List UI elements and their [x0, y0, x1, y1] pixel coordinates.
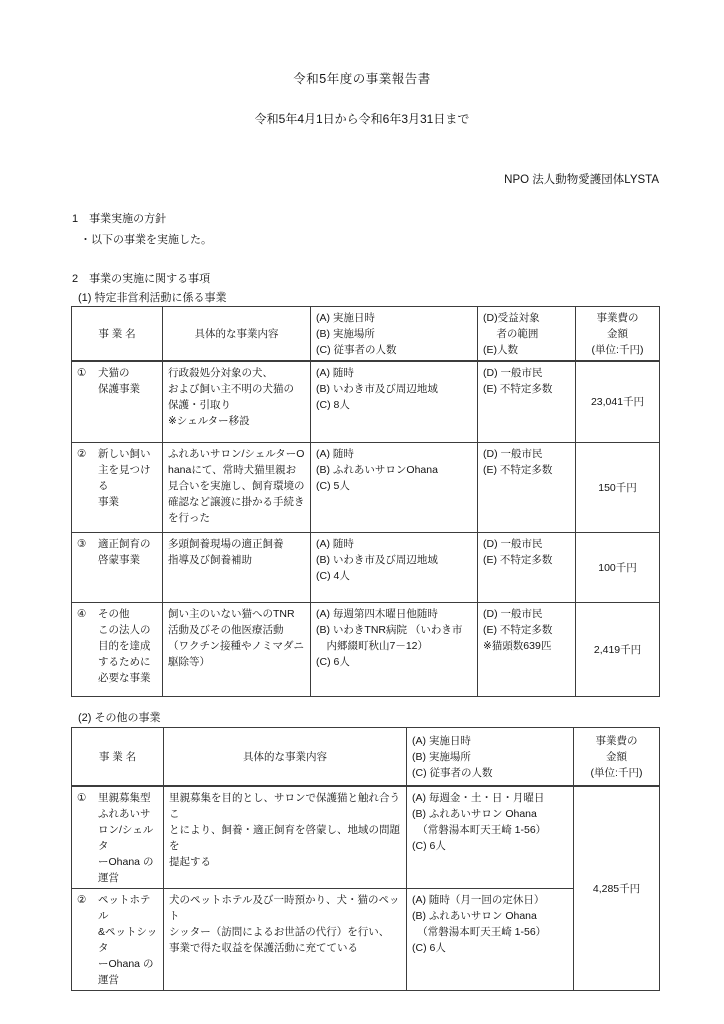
- t2-header-amount: 事業費の 金額 (単位:千円): [574, 728, 660, 786]
- table-1-caption: (1) 特定非営利活動に係る事業: [78, 292, 227, 304]
- t1-row3-name-cell: [72, 532, 163, 602]
- report-period: 令和5年4月1日から令和6年3月31日まで: [254, 112, 470, 126]
- business-name: 適正飼育の 啓蒙事業: [98, 537, 151, 566]
- t2-row1-name-cell: [72, 786, 164, 889]
- section-1-bullet: ・以下の事業を実施した。: [80, 234, 212, 246]
- row-number: ②: [77, 447, 87, 460]
- business-name: 犬猫の 保護事業: [98, 367, 140, 395]
- t1-row2-detail-cell: ふれあいサロン/シェルターO hanaにて、常時犬猫里親お 見合いを実施し、飼育環境の 確認など譲渡に掛かる手続き を行った: [163, 442, 311, 532]
- t2-row2-detail-cell: 犬のペットホテル及び一時預かり、犬・猫のペット シッター（訪問によるお世話の代行）を行い、 事業で得た収益を保護活動に充てている: [164, 888, 407, 990]
- t1-row2-de-cell: (D) 一般市民 (E) 不特定多数: [478, 442, 576, 532]
- table-row: [72, 532, 660, 602]
- t2-row2-name-cell: [72, 888, 164, 990]
- row-number: ③: [77, 537, 87, 550]
- t2-amount-cell: 4,285千円: [574, 786, 660, 991]
- t1-row4-detail-cell: 飼い主のいない猫へのTNR 活動及びその他医療活動 （ワクチン接種やノミマダニ 駆除等）: [163, 602, 311, 696]
- row-number: ①: [77, 791, 87, 804]
- table-other-businesses: [71, 727, 660, 991]
- business-name: その他 この法人の 目的を達成 するために 必要な事業: [98, 607, 151, 684]
- t1-row3-amount-cell: 100千円: [576, 532, 660, 602]
- table-2-caption: (2) その他の事業: [78, 712, 161, 724]
- row-number: ②: [77, 893, 87, 906]
- section-1-heading: 1 事業実施の方針: [72, 213, 167, 225]
- document-title: 令和5年度の事業報告書: [293, 72, 431, 86]
- t1-row4-abc-cell: (A) 毎週第四木曜日他随時 (B) いわきTNR病院 （いわき市 内郷綴町秋山7－12） (C) 6人: [311, 602, 478, 696]
- t1-row2-abc-cell: (A) 随時 (B) ふれあいサロンOhana (C) 5人: [311, 442, 478, 532]
- t1-row1-detail-cell: 行政殺処分対象の犬、 および飼い主不明の犬猫の 保護・引取り ※シェルター移設: [163, 361, 311, 442]
- business-name: ペットホテル &ペットシッタ ーOhana の 運営: [98, 893, 158, 986]
- business-name: 里親募集型 ふれあいサ ロン/シェルタ ーOhana の 運営: [98, 791, 154, 884]
- t1-row1-abc-cell: (A) 随時 (B) いわき市及び周辺地域 (C) 8人: [311, 361, 478, 442]
- t1-row2-amount-cell: 150千円: [576, 442, 660, 532]
- t2-row2-abc-cell: (A) 随時（月一回の定休日） (B) ふれあいサロン Ohana （常磐湯本町天王崎 1-56） (C) 6人: [407, 888, 574, 990]
- table-nonprofit-activities: [71, 306, 660, 697]
- row-number: ①: [77, 367, 87, 379]
- t1-header-detail: 具体的な事業内容: [163, 307, 311, 362]
- t1-row1-amount-cell: 23,041千円: [576, 361, 660, 442]
- table-row: [72, 361, 660, 442]
- t1-row3-abc-cell: (A) 随時 (B) いわき市及び周辺地域 (C) 4人: [311, 532, 478, 602]
- t2-header-business-name: 事 業 名: [72, 728, 164, 786]
- t1-row4-name-cell: [72, 602, 163, 696]
- table-row: [72, 888, 660, 990]
- t2-row1-detail-cell: 里親募集を目的とし、サロンで保護猫と触れ合うこ とにより、飼養・適正飼育を啓蒙し、地域の問題を 提起する: [164, 786, 407, 889]
- t1-row2-name-cell: [72, 442, 163, 532]
- table-row: [72, 442, 660, 532]
- table-row: [72, 786, 660, 889]
- t1-row1-name-cell: [72, 361, 163, 442]
- t1-row1-de-cell: (D) 一般市民 (E) 不特定多数: [478, 361, 576, 442]
- section-2-heading: 2 事業の実施に関する事項: [72, 273, 211, 285]
- t1-row3-detail-cell: 多頭飼養現場の適正飼養 指導及び飼養補助: [163, 532, 311, 602]
- t1-header-de: (D)受益対象 者の範囲 (E)人数: [478, 307, 576, 362]
- t2-row1-abc-cell: (A) 毎週金・土・日・月曜日 (B) ふれあいサロン Ohana （常磐湯本町天王崎 1-56） (C) 6人: [407, 786, 574, 889]
- t2-header-detail: 具体的な事業内容: [164, 728, 407, 786]
- table-1-header-row: [72, 307, 660, 362]
- t1-row4-de-cell: (D) 一般市民 (E) 不特定多数 ※猫頭数639匹: [478, 602, 576, 696]
- t1-row4-amount-cell: 2,419千円: [576, 602, 660, 696]
- t1-row3-de-cell: (D) 一般市民 (E) 不特定多数: [478, 532, 576, 602]
- organization-name: NPO 法人動物愛護団体LYSTA: [504, 174, 659, 186]
- table-2-header-row: [72, 728, 660, 786]
- t1-header-business-name: 事 業 名: [72, 307, 163, 362]
- table-row: [72, 602, 660, 696]
- business-name: 新しい飼い 主を見つける 事業: [98, 447, 151, 508]
- t1-header-abc: (A) 実施日時 (B) 実施場所 (C) 従事者の人数: [311, 307, 478, 362]
- row-number: ④: [77, 607, 87, 620]
- t1-header-amount: 事業費の 金額 (単位:千円): [576, 307, 660, 362]
- t2-header-abc: (A) 実施日時 (B) 実施場所 (C) 従事者の人数: [407, 728, 574, 786]
